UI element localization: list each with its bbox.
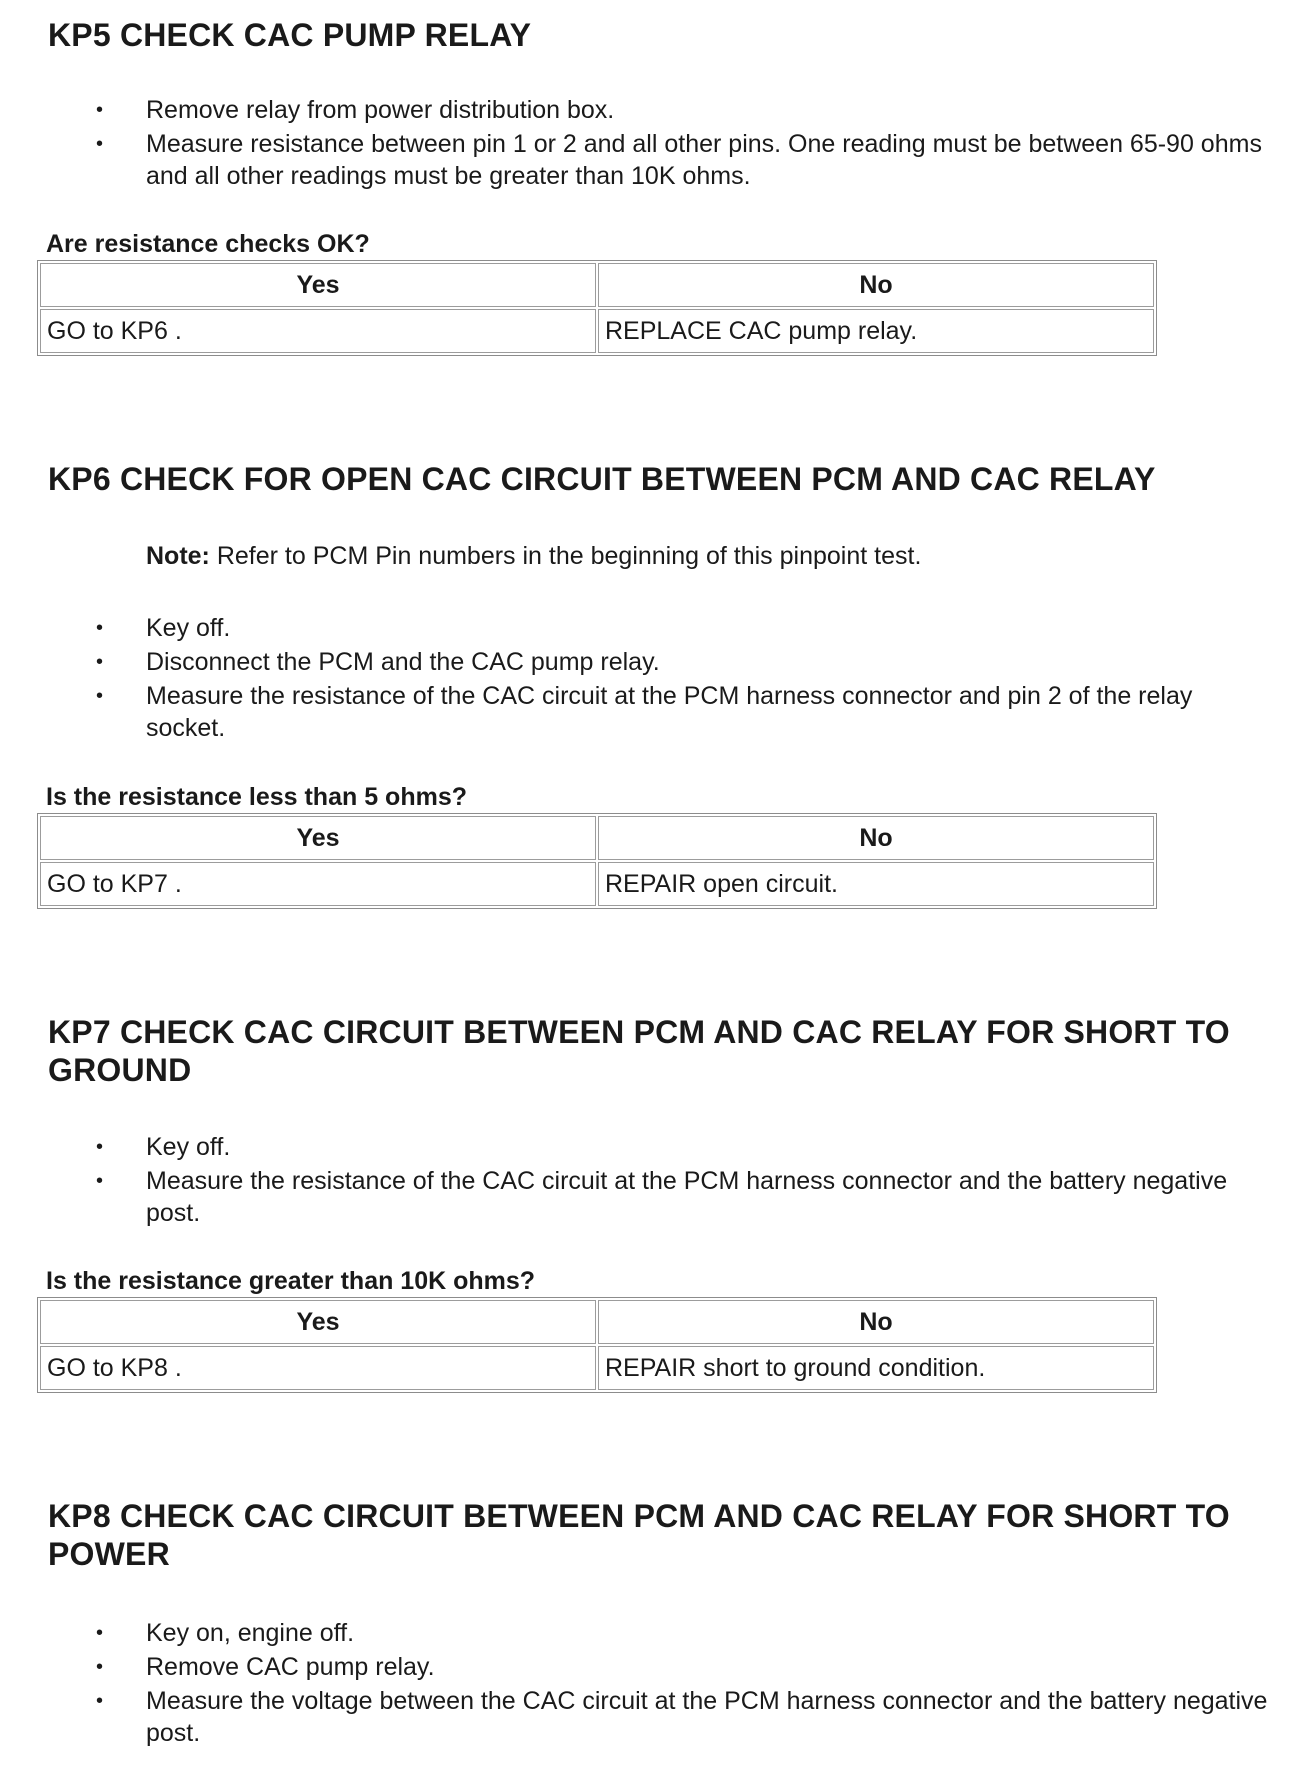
kp5-question: Are resistance checks OK?: [46, 230, 370, 258]
table-row: [40, 816, 1154, 860]
bullet-icon: •: [96, 99, 104, 121]
yes-header: Yes: [40, 263, 596, 307]
kp7-answer-table: [37, 1297, 1157, 1393]
kp5-answer-table: [37, 260, 1157, 356]
kp8-steps: [0, 1617, 1312, 1751]
kp6-heading: KP6 CHECK FOR OPEN CAC CIRCUIT BETWEEN PCM AND CAC RELAY: [48, 461, 1156, 497]
no-header: No: [598, 263, 1154, 307]
yes-header: Yes: [40, 816, 596, 860]
note-text: Refer to PCM Pin numbers in the beginning of this pinpoint test.: [209, 542, 922, 570]
bullet-icon: •: [96, 1136, 104, 1158]
table-row: [40, 309, 1154, 353]
no-action: REPAIR open circuit.: [598, 862, 1154, 906]
kp6-steps: [0, 612, 1312, 746]
kp7-question: Is the resistance greater than 10K ohms?: [46, 1267, 536, 1295]
kp6-question: Is the resistance less than 5 ohms?: [46, 783, 467, 811]
list-item: • Measure the resistance of the CAC circuit at the PCM harness connector and pin 2 of the relay socket.: [96, 682, 1193, 742]
bullet-icon: •: [96, 685, 104, 707]
list-item: • Remove CAC pump relay.: [96, 1653, 435, 1681]
yes-action: GO to KP7 .: [40, 862, 596, 906]
bullet-icon: •: [96, 133, 104, 155]
bullet-icon: •: [96, 617, 104, 639]
kp5-heading: KP5 CHECK CAC PUMP RELAY: [48, 17, 532, 53]
kp7-steps: [0, 1131, 1312, 1231]
kp5-steps: [0, 94, 1312, 194]
list-item: • Measure the resistance of the CAC circuit at the PCM harness connector and the battery negative post.: [96, 1167, 1228, 1227]
yes-header: Yes: [40, 1300, 596, 1344]
list-item: • Measure resistance between pin 1 or 2 and all other pins. One reading must be between 65-90 ohms and all other readings must be greater than 10K ohms.: [96, 130, 1262, 190]
table-row: [40, 1300, 1154, 1344]
no-header: No: [598, 1300, 1154, 1344]
yes-action: GO to KP8 .: [40, 1346, 596, 1390]
kp8-heading: KP8 CHECK CAC CIRCUIT BETWEEN PCM AND CAC RELAY FOR SHORT TO POWER: [48, 1498, 1230, 1572]
bullet-icon: •: [96, 1170, 104, 1192]
list-item: • Disconnect the PCM and the CAC pump relay.: [96, 648, 660, 676]
list-item: • Key off.: [96, 1133, 231, 1161]
list-item: • Key on, engine off.: [96, 1619, 355, 1647]
table-row: [40, 1346, 1154, 1390]
list-item: • Remove relay from power distribution box.: [96, 96, 615, 124]
bullet-icon: •: [96, 1656, 104, 1678]
no-action: REPLACE CAC pump relay.: [598, 309, 1154, 353]
no-header: No: [598, 816, 1154, 860]
list-item: • Measure the voltage between the CAC circuit at the PCM harness connector and the battery negative post.: [96, 1687, 1268, 1747]
bullet-icon: •: [96, 1690, 104, 1712]
kp6-answer-table: [37, 813, 1157, 909]
table-row: [40, 862, 1154, 906]
bullet-icon: •: [96, 651, 104, 673]
no-action: REPAIR short to ground condition.: [598, 1346, 1154, 1390]
bullet-icon: •: [96, 1622, 104, 1644]
note-label: Note:: [146, 542, 210, 570]
table-row: [40, 263, 1154, 307]
kp6-note: [146, 540, 921, 572]
list-item: • Key off.: [96, 614, 231, 642]
yes-action: GO to KP6 .: [40, 309, 596, 353]
kp7-heading: KP7 CHECK CAC CIRCUIT BETWEEN PCM AND CAC RELAY FOR SHORT TO GROUND: [48, 1014, 1230, 1088]
